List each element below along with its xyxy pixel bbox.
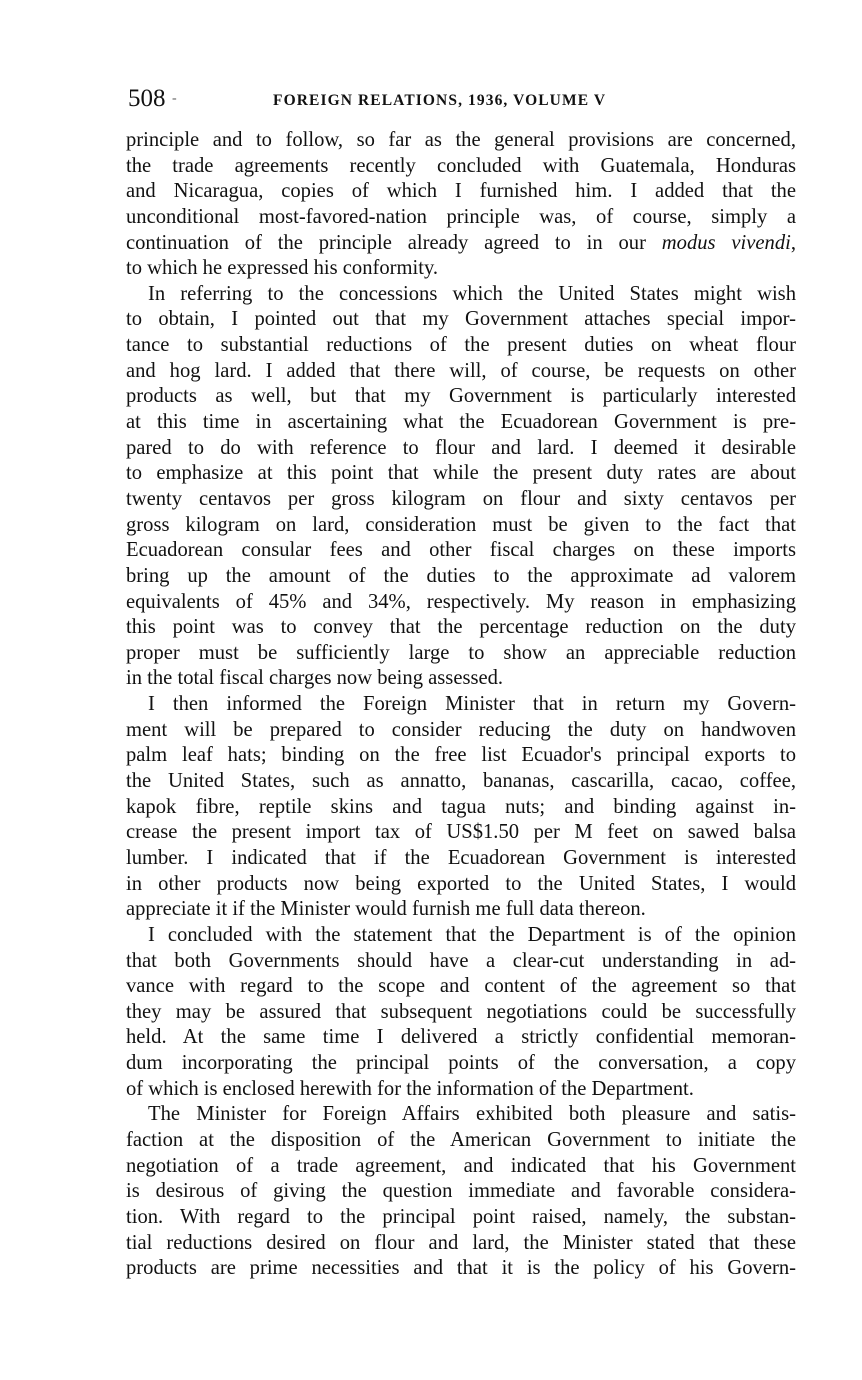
text-line: in the total fiscal charges now being assessed. (126, 667, 504, 690)
text-line: of which is enclosed herewith for the information of the Department. (126, 1077, 694, 1100)
text-line: and hog lard. I added that there will, of course, be requests on other (126, 359, 796, 382)
text-line: equivalents of 45% and 34%, respectively. My reason in emphasizing (126, 590, 796, 613)
text-line: pared to do with reference to flour and lard. I deemed it desirable (126, 436, 796, 459)
text-line: I concluded with the statement that the Department is of the opinion (148, 923, 796, 946)
text-line: held. At the same time I delivered a strictly confidential memoran- (126, 1026, 796, 1049)
paragraph-4 (126, 923, 796, 1102)
text-line: that both Governments should have a clear-cut understanding in ad- (126, 949, 796, 972)
body-text (126, 128, 796, 1282)
text-line: this point was to convey that the percentage reduction on the duty (126, 616, 796, 639)
text-line-with-italic (126, 231, 796, 257)
text-line: principle and to follow, so far as the general provisions are concerned, (126, 129, 796, 151)
text-line: bring up the amount of the duties to the approximate ad valorem (126, 564, 796, 587)
page-header (128, 84, 788, 114)
text-line: tial reductions desired on flour and lard, the Minister stated that these (126, 1231, 796, 1254)
text-line: tance to substantial reductions of the present duties on wheat flour (126, 334, 796, 357)
text-line: faction at the disposition of the American Government to initiate the (126, 1128, 796, 1151)
text-segment: , (790, 231, 797, 254)
text-line: the United States, such as annatto, bananas, cascarilla, cacao, coffee, (126, 770, 796, 793)
text-line: appreciate it if the Minister would furnish me full data thereon. (126, 898, 646, 921)
text-line: vance with regard to the scope and content of the agreement so that (126, 975, 796, 998)
text-line: products are prime necessities and that it is the policy of his Govern- (126, 1257, 796, 1280)
paragraph-3 (126, 692, 796, 923)
text-line: the trade agreements recently concluded with Guatemala, Honduras (126, 154, 796, 177)
text-line: proper must be sufficiently large to show an appreciable reduction (126, 641, 796, 664)
text-line: to emphasize at this point that while the present duty rates are about (126, 462, 796, 485)
running-title: FOREIGN RELATIONS, 1936, VOLUME V (273, 92, 607, 109)
text-line: to which he expressed his conformity. (126, 257, 439, 280)
text-line: unconditional most-favored-nation principle was, of course, simply a (126, 205, 796, 228)
italic-term: modus vivendi (661, 231, 791, 254)
text-line: Ecuadorean consular fees and other fiscal charges on these imports (126, 539, 796, 562)
text-line: in other products now being exported to the United States, I would (126, 872, 796, 895)
text-line: twenty centavos per gross kilogram on flour and sixty centavos per (126, 487, 796, 510)
text-line: kapok fibre, reptile skins and tagua nuts; and binding against in- (126, 795, 796, 818)
page-number: 508 (128, 85, 166, 112)
text-line: and Nicaragua, copies of which I furnished him. I added that the (126, 180, 796, 203)
text-line: products as well, but that my Government is particularly interested (126, 385, 796, 408)
paragraph-1 (126, 128, 796, 282)
text-line: at this time in ascertaining what the Ecuadorean Government is pre- (126, 411, 796, 434)
text-line: dum incorporating the principal points of the conversation, a copy (126, 1052, 796, 1075)
text-line: crease the present import tax of US$1.50 per M feet on sawed balsa (126, 821, 796, 844)
text-line: is desirous of giving the question immediate and favorable considera- (126, 1180, 796, 1203)
paragraph-5 (126, 1102, 796, 1281)
text-segment: continuation of the principle already agreed to in our (126, 231, 662, 254)
paragraph-2 (126, 282, 796, 692)
text-line: lumber. I indicated that if the Ecuadorean Government is interested (126, 846, 796, 869)
text-line: they may be assured that subsequent negotiations could be successfully (126, 1000, 796, 1023)
text-line: I then informed the Foreign Minister that in return my Govern- (148, 693, 796, 716)
text-line: In referring to the concessions which the United States might wish (148, 282, 796, 305)
text-line: negotiation of a trade agreement, and indicated that his Government (126, 1154, 796, 1177)
text-line: to obtain, I pointed out that my Government attaches special impor- (126, 308, 796, 331)
page-number-mark: - (172, 91, 177, 106)
text-line: The Minister for Foreign Affairs exhibited both pleasure and satis- (148, 1103, 796, 1126)
text-line: ment will be prepared to consider reducing the duty on handwoven (126, 718, 796, 741)
text-line: gross kilogram on lard, consideration must be given to the fact that (126, 513, 796, 536)
text-line: tion. With regard to the principal point raised, namely, the substan- (126, 1205, 796, 1228)
text-line: palm leaf hats; binding on the free list Ecuador's principal exports to (126, 744, 796, 767)
